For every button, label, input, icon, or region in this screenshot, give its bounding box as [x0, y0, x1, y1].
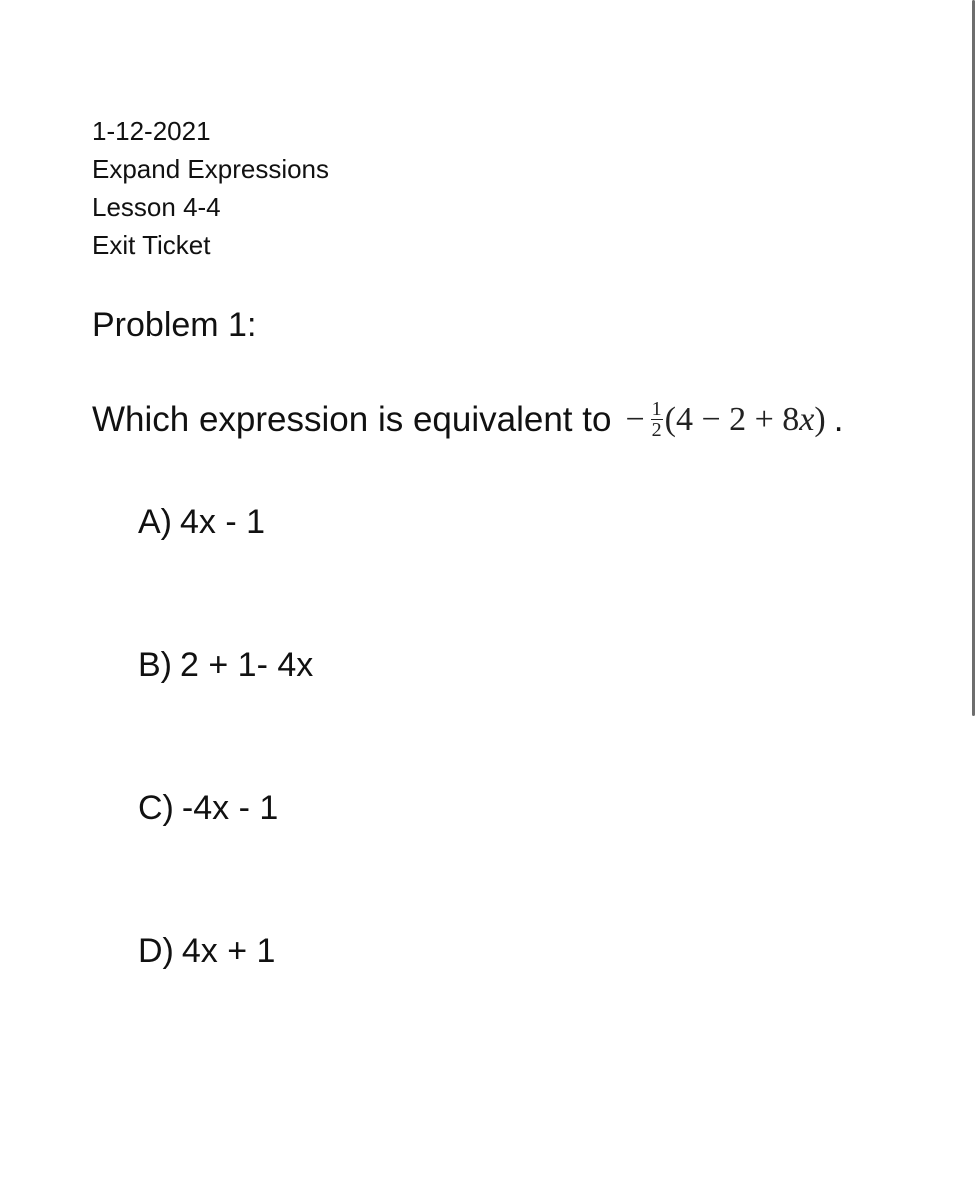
fraction [651, 400, 663, 440]
vertical-scrollbar[interactable] [972, 0, 975, 716]
expression-close: ) [814, 401, 826, 438]
choice-letter: A) [138, 503, 172, 541]
choice-d[interactable] [138, 930, 275, 972]
choice-text: 2 + 1- 4x [180, 646, 314, 684]
choice-a[interactable] [138, 501, 265, 543]
header-type: Exit Ticket [92, 230, 211, 260]
question-text: Which expression is equivalent to [92, 400, 612, 439]
choice-letter: B) [138, 646, 172, 684]
choice-c[interactable] [138, 787, 278, 829]
choice-text: -4x - 1 [181, 789, 279, 827]
math-expression [625, 396, 825, 444]
question-period: . [833, 400, 844, 439]
expression-open: (4 − 2 + 8 [664, 401, 800, 438]
expression-minus: − [625, 401, 645, 438]
choice-b[interactable] [138, 644, 313, 686]
question [92, 396, 843, 444]
choice-text: 4x - 1 [180, 503, 266, 541]
choice-letter: C) [138, 789, 174, 827]
header-lesson: Lesson 4-4 [92, 192, 221, 222]
problem-title: Problem 1: [92, 306, 257, 344]
fraction-numerator: 1 [651, 398, 662, 420]
worksheet-header [92, 112, 329, 264]
fraction-denominator: 2 [651, 419, 662, 441]
expression-variable: x [799, 401, 815, 438]
header-date: 1-12-2021 [92, 116, 211, 146]
header-topic: Expand Expressions [92, 154, 330, 184]
choice-text: 4x + 1 [181, 932, 276, 970]
choice-letter: D) [138, 932, 174, 970]
